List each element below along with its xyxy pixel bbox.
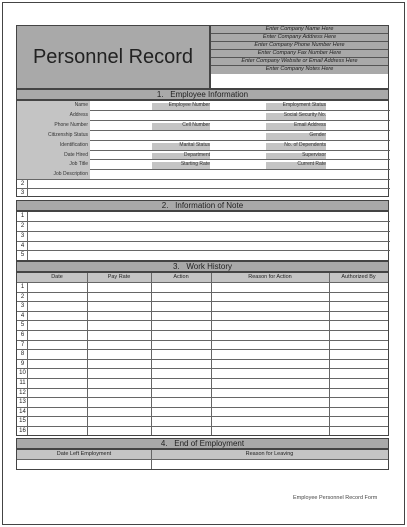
row-number: 1 (20, 284, 25, 290)
label-date-hired: Date Hired (64, 152, 88, 158)
label-identification: Identification (59, 142, 88, 148)
label-marital-status: Marital Status (179, 142, 210, 148)
row-number: 16 (19, 428, 26, 434)
page-title: Personnel Record (32, 46, 194, 68)
label-starting-rate: Starting Rate (180, 161, 210, 167)
col-header-date: Date (51, 274, 63, 280)
section-3-title: Work History (186, 262, 232, 271)
information-of-note-list (16, 211, 389, 261)
row-divider (17, 188, 390, 189)
table-row[interactable] (17, 378, 388, 379)
row-divider (90, 140, 390, 141)
reason-for-leaving-field[interactable] (152, 460, 388, 469)
company-fax-field[interactable]: Enter Company Fax Number Here (211, 50, 388, 58)
col-header-pay-rate: Pay Rate (107, 274, 131, 280)
company-name-field[interactable]: Enter Company Name Here (211, 26, 388, 34)
row-number: 5 (20, 252, 25, 258)
row-divider (90, 110, 390, 111)
row-divider (17, 241, 390, 242)
label-social-security: Social Security No. (283, 112, 326, 118)
table-row[interactable] (17, 416, 388, 417)
label-address: Address (69, 112, 88, 118)
row-number: 2 (20, 181, 25, 187)
row-divider (90, 169, 390, 170)
table-row[interactable] (17, 340, 388, 341)
row-number: 13 (19, 399, 26, 406)
row-divider (17, 231, 390, 232)
section-3-number: 3. (173, 262, 180, 271)
label-department: Department (183, 152, 210, 158)
row-number: 3 (20, 233, 25, 239)
col-header-reason: Reason for Action (248, 274, 292, 280)
row-number: 2 (20, 223, 25, 229)
row-number: 3 (20, 190, 25, 196)
company-website-field[interactable]: Enter Company Website or Email Address Here (211, 58, 388, 66)
col-divider (211, 273, 212, 435)
row-divider (90, 159, 390, 160)
company-notes-field[interactable]: Enter Company Notes Here (211, 66, 388, 74)
row-divider (17, 250, 390, 251)
row-number: 5 (20, 322, 25, 329)
col-header-reason-leaving: Reason for Leaving (245, 451, 294, 457)
table-row[interactable] (17, 282, 388, 283)
row-number: 4 (20, 312, 25, 319)
company-phone-field[interactable]: Enter Company Phone Number Here (211, 42, 388, 50)
table-row[interactable] (17, 368, 388, 369)
row-number: 15 (19, 418, 26, 425)
table-row[interactable] (17, 330, 388, 331)
col-divider (151, 273, 152, 435)
col-header-action: Action (173, 274, 189, 280)
label-current-rate: Current Rate (297, 161, 326, 167)
section-4-title: End of Employment (174, 439, 245, 448)
section-2-number: 2. (161, 201, 169, 210)
label-dependents: No. of Dependents (284, 142, 326, 148)
label-job-description: Job Description (53, 171, 88, 177)
row-number: 8 (20, 351, 25, 358)
table-row[interactable] (17, 320, 388, 321)
employee-info-table (16, 100, 389, 197)
col-divider (87, 273, 88, 435)
company-address-field[interactable]: Enter Company Address Here (211, 34, 388, 42)
section-1-header (16, 89, 389, 100)
row-number: 3 (20, 303, 25, 310)
section-4-header (16, 438, 389, 449)
row-number: 10 (19, 370, 26, 377)
row-divider (90, 150, 390, 151)
form-title-box (16, 25, 210, 89)
row-number: 14 (19, 408, 26, 415)
label-cell-number: Cell Number (182, 122, 210, 128)
label-gender: Gender (309, 132, 326, 138)
row-number: 1 (20, 213, 25, 219)
label-employee-number: Employee Number (168, 102, 210, 108)
table-row[interactable] (17, 292, 388, 293)
row-divider (90, 120, 390, 121)
row-number: 2 (20, 293, 25, 300)
table-row[interactable] (17, 311, 388, 312)
label-supervisor: Supervisor (302, 152, 326, 158)
label-citizenship-status: Citizenship Status (47, 132, 88, 138)
table-row[interactable] (17, 407, 388, 408)
section-4-number: 4. (160, 439, 168, 448)
date-left-employment-field[interactable] (18, 460, 150, 469)
col-header-authorized-by: Authorized By (341, 274, 376, 280)
section-1-title: Employee Information (170, 90, 249, 99)
table-row[interactable] (17, 301, 388, 302)
label-email-address: Email Address (294, 122, 326, 128)
row-number: 4 (20, 243, 25, 249)
section-1-number: 1. (156, 90, 164, 99)
footer-text: Employee Personnel Record Form (293, 495, 378, 501)
label-name: Name (74, 102, 88, 108)
section-3-header (16, 261, 389, 272)
col-divider (329, 273, 330, 435)
table-row[interactable] (17, 349, 388, 350)
row-number: 7 (20, 341, 25, 348)
company-info-box (210, 25, 389, 89)
row-number: 6 (20, 332, 25, 338)
table-row[interactable] (17, 397, 388, 398)
table-row[interactable] (17, 388, 388, 389)
label-job-title: Job Title (69, 161, 88, 167)
table-row[interactable] (17, 359, 388, 360)
row-divider (17, 179, 390, 180)
end-of-employment-table (16, 449, 389, 470)
section-2-title: Information of Note (175, 201, 244, 210)
row-divider (90, 130, 390, 131)
personnel-record-form (2, 2, 405, 525)
col-header-date-left: Date Left Employment (56, 451, 112, 457)
label-phone-number: Phone Number (54, 122, 88, 128)
row-number: 11 (19, 380, 26, 386)
label-employment-status: Employment Status (282, 102, 326, 108)
row-divider (17, 221, 390, 222)
row-number: 12 (19, 389, 26, 396)
work-history-table (16, 272, 389, 436)
table-row[interactable] (17, 426, 388, 427)
section-2-header (16, 200, 389, 211)
row-number: 9 (20, 360, 25, 367)
